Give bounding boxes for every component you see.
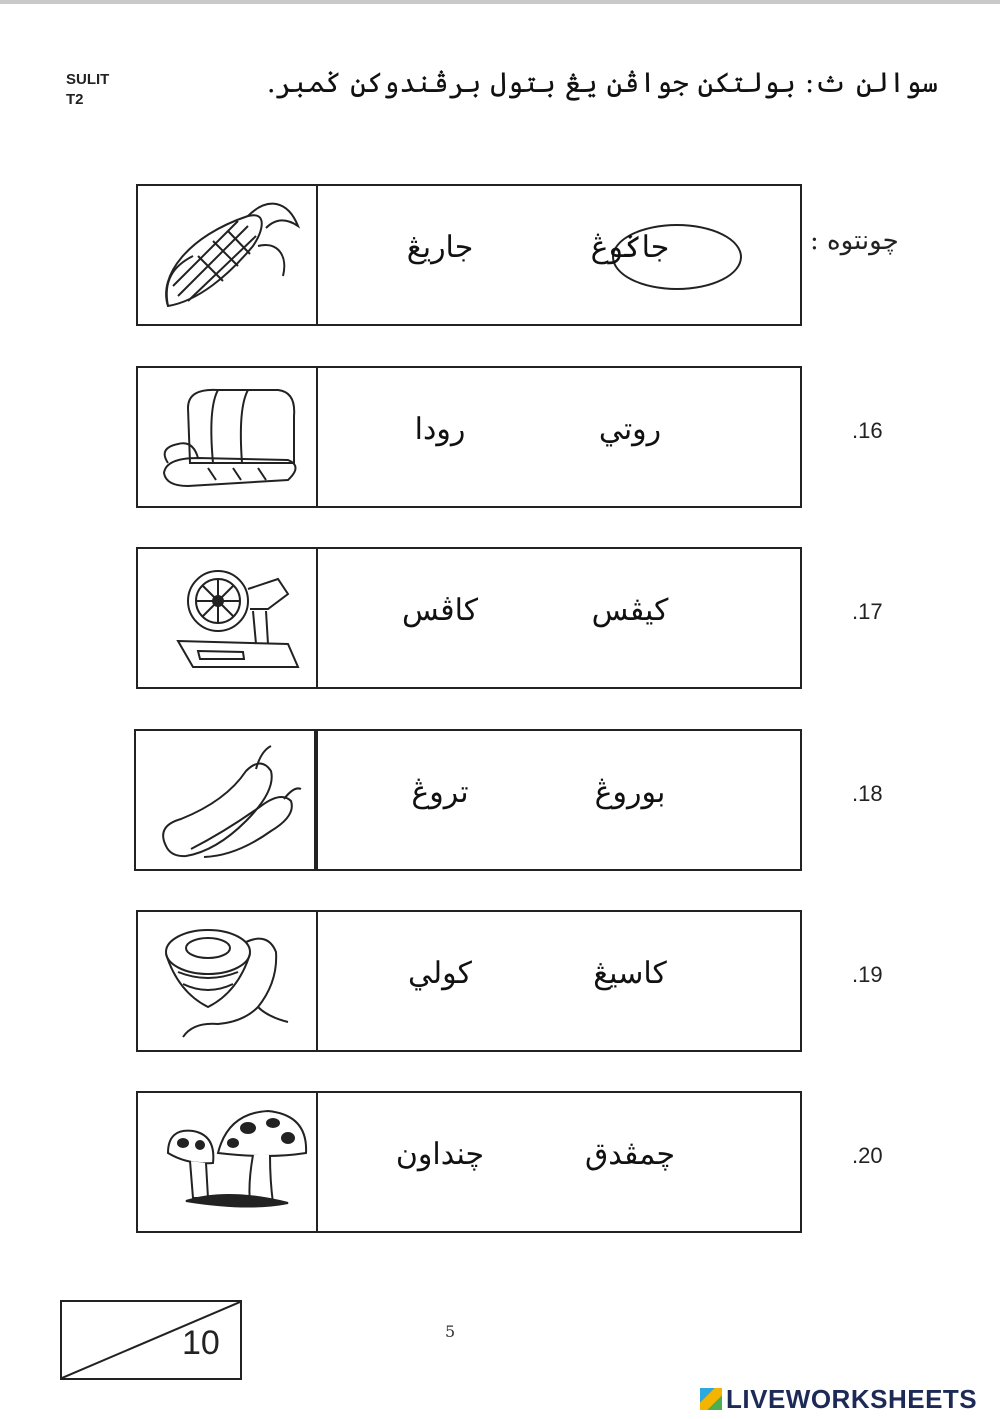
document-code-line-2: T2 xyxy=(66,91,84,108)
question-17-word-box xyxy=(316,547,802,689)
liveworksheets-logo-icon xyxy=(700,1388,722,1410)
example-choice-1[interactable]: جاݢوڠ xyxy=(590,230,670,265)
question-16-picture-box xyxy=(136,366,318,508)
question-16-choice-2[interactable]: رودا xyxy=(414,412,466,447)
question-17-number: .17 xyxy=(852,599,883,624)
liveworksheets-logo[interactable] xyxy=(700,1384,977,1415)
question-19-picture-box xyxy=(136,910,318,1052)
question-20-number: .20 xyxy=(852,1143,883,1168)
question-18-picture-box xyxy=(134,729,316,871)
score-box xyxy=(60,1300,242,1380)
bread-icon xyxy=(138,368,316,506)
question-17-picture-box xyxy=(136,547,318,689)
question-17-choice-1[interactable]: کيڤس xyxy=(591,593,669,628)
question-row-18 xyxy=(0,729,1000,871)
example-row xyxy=(0,184,1000,326)
page-number: 5 xyxy=(445,1322,456,1341)
question-19-choice-1[interactable]: کاسيڠ xyxy=(593,956,667,991)
question-20-choice-1[interactable]: چمڤدق xyxy=(584,1137,676,1172)
document-code-line-1: SULIT xyxy=(66,71,110,88)
example-label: چونتوه : xyxy=(810,226,899,256)
question-18-number: .18 xyxy=(852,781,883,806)
question-16-number: .16 xyxy=(852,418,883,443)
question-18-choice-2[interactable]: تروڠ xyxy=(411,775,469,810)
fan-icon xyxy=(138,549,316,687)
top-border xyxy=(0,0,1000,4)
brand-name: LIVEWORKSHEETS xyxy=(726,1384,978,1414)
question-row-17 xyxy=(0,547,1000,689)
eggplant-icon xyxy=(136,731,314,869)
question-row-20 xyxy=(0,1091,1000,1233)
question-19-number: .19 xyxy=(852,962,883,987)
question-instruction: سوالن ث: بولتکن جواڤن يڠ بتول برڤندوکن ݢمبر. xyxy=(266,66,938,99)
question-18-word-box xyxy=(316,729,802,871)
question-19-word-box xyxy=(316,910,802,1052)
example-picture-box xyxy=(136,184,318,326)
question-19-choice-2[interactable]: کولي xyxy=(408,956,472,991)
example-word-box xyxy=(316,184,802,326)
question-20-picture-box xyxy=(136,1091,318,1233)
question-16-word-box xyxy=(316,366,802,508)
spinning-top-icon xyxy=(138,912,316,1050)
document-code xyxy=(66,70,109,110)
score-total: 10 xyxy=(182,1324,220,1362)
question-20-word-box xyxy=(316,1091,802,1233)
question-20-choice-2[interactable]: چنداون xyxy=(395,1137,485,1172)
example-choice-2[interactable]: جاريڠ xyxy=(406,230,474,265)
mushroom-icon xyxy=(138,1093,316,1231)
question-row-19 xyxy=(0,910,1000,1052)
question-row-16 xyxy=(0,366,1000,508)
question-16-choice-1[interactable]: روتي xyxy=(598,412,662,447)
question-17-choice-2[interactable]: کاڤس xyxy=(401,593,478,628)
question-18-choice-1[interactable]: بوروڠ xyxy=(594,775,666,810)
corn-icon xyxy=(138,186,316,324)
